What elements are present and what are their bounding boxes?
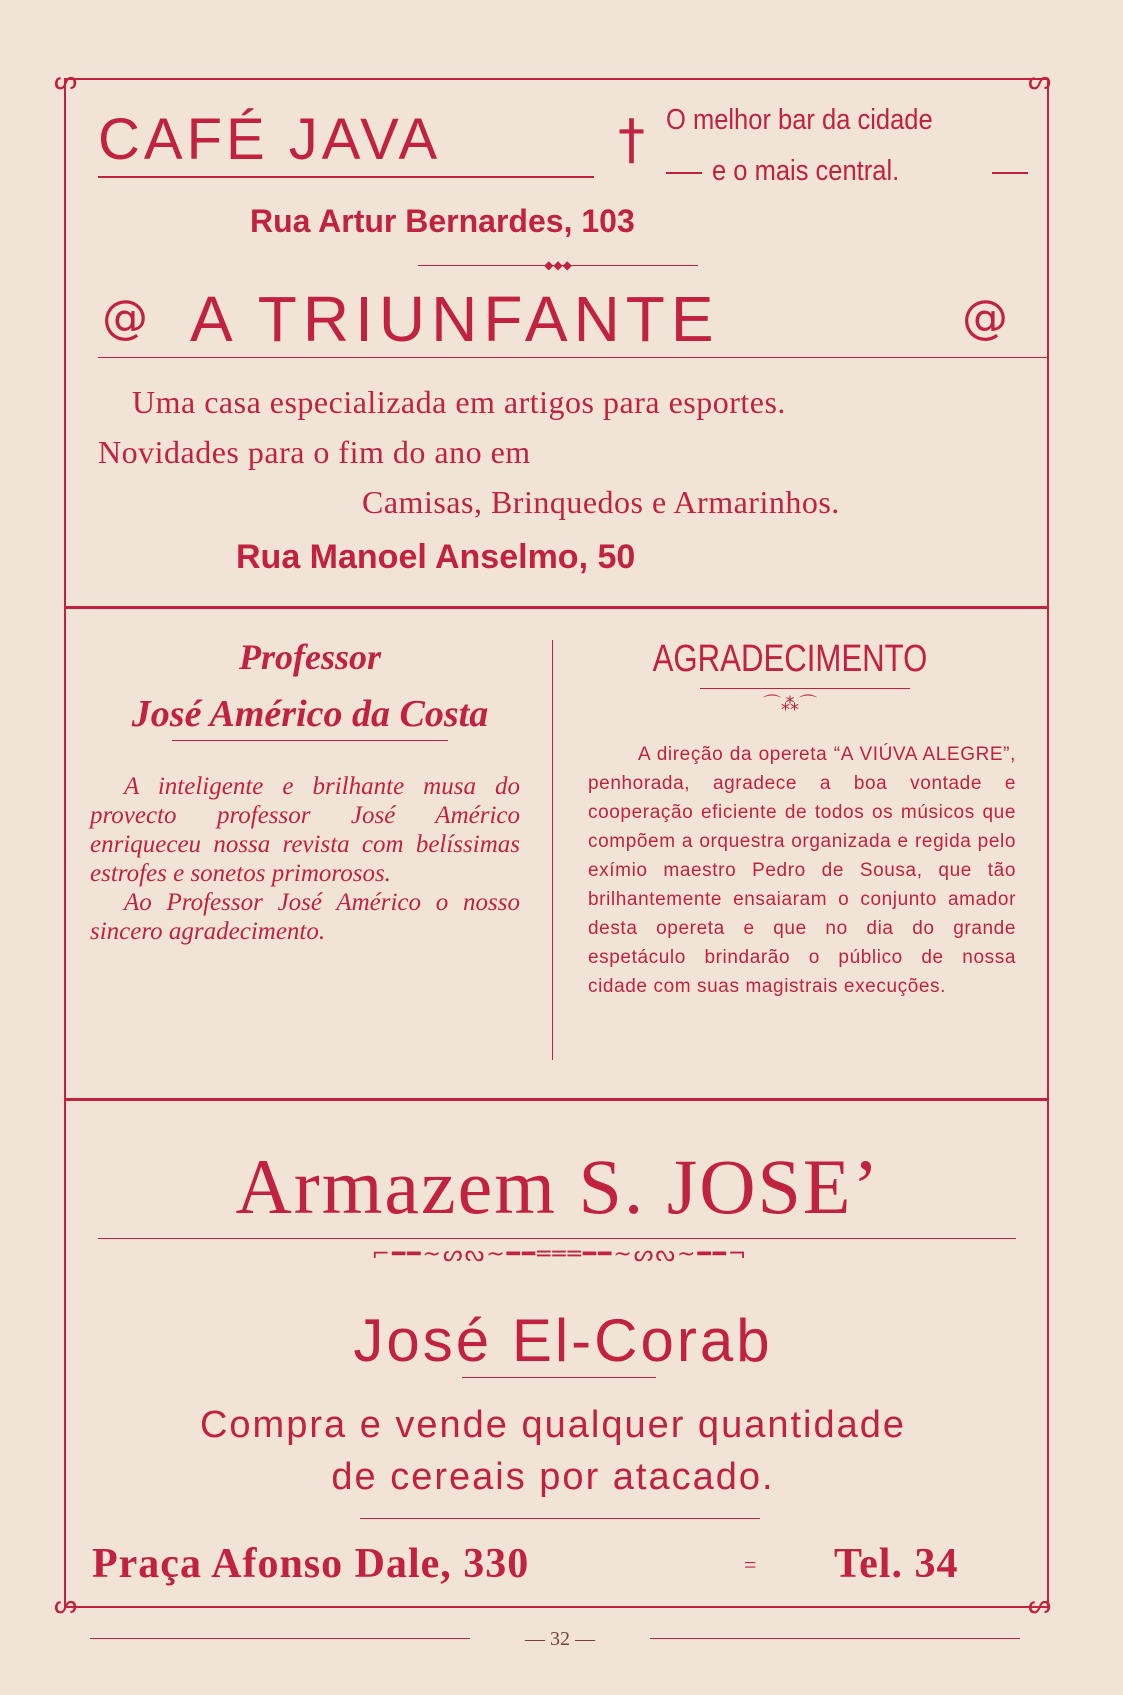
cafe-java-tagline-2: e o mais central. [712,155,900,187]
armazem-phone: Tel. 34 [834,1541,959,1587]
description-underline [360,1518,760,1519]
triunfante-line-3: Camisas, Brinquedos e Armarinhos. [362,484,840,520]
cafe-java-title: CAFÉ JAVA [98,107,442,172]
owner-name: José El-Corab [353,1307,773,1374]
corner-ornament-top-left: ᔕ [54,66,78,95]
dash-right [992,172,1028,174]
triunfante-line-1: Uma casa especializada em artigos para esportes. [132,384,786,420]
dash-left [666,172,702,174]
triunfante-line-2: Novidades para o fim do ano em [98,434,531,470]
owner-underline [462,1377,656,1378]
armazem-description-1: Compra e vende qualquer quantidade [199,1404,907,1446]
swirl-ornament-right: @ [962,290,1008,344]
corner-ornament-bottom-right: ᔕ [1028,1590,1052,1619]
section-divider-1 [64,606,1049,609]
agradecimento-title: AGRADECIMENTO [652,638,928,680]
professor-name: José Américo da Costa [131,693,489,735]
triunfante-address: Rua Manoel Anselmo, 50 [236,538,636,576]
professor-paragraph-2: Ao Professor José Américo o nosso sincero agradecimento. [90,889,520,945]
corner-ornament-top-right: ᔕ [1028,66,1052,95]
agradecimento-underline [700,688,910,689]
armazem-underline [98,1238,1016,1239]
page-number: — 32 — [525,1628,595,1650]
armazem-title: Armazem S. JOSE’ [235,1143,881,1230]
corner-ornament-bottom-left: ᔕ [54,1590,78,1619]
swirl-ornament-left: @ [102,290,148,344]
cafe-java-address: Rua Artur Bernardes, 103 [250,203,635,239]
footer-line-right [650,1638,1020,1639]
footer-line-left [90,1638,470,1639]
triunfante-underline [98,357,1048,358]
professor-paragraph-1: A inteligente e brilhante musa do provecto professor José Américo enriqueceu nossa revista com belíssimas estrofes e sonetos primorosos. [90,773,520,887]
separator-mark: = [744,1552,757,1577]
triunfante-title: A TRIUNFANTE [190,283,720,355]
column-divider [552,640,553,1060]
agradecimento-ornament: ⌒⁂⌒ [763,694,817,715]
dagger-ornament: † [618,108,645,171]
agradecimento-text: A direção da opereta “A VIÚVA ALEGRE”, penhorada, agradece a boa vontade e cooperação eficiente de todos os músicos que compõem a orquestra organizada e regida pelo exímio maestro Pedro de Sousa, que tão brilhantemente ensaiaram o conjunto amador desta opereta e que no dia do grande espetáculo brindarão o público de nossa cidade com suas magistrais execuções. [588,744,1016,997]
professor-text [90,772,520,946]
cafe-java-underline [98,176,594,178]
armazem-address: Praça Afonso Dale, 330 [92,1541,530,1587]
cafe-java-tagline-1: O melhor bar da cidade [666,104,933,136]
armazem-ornament: ⌐━━~ᔕᔓ~━━═══━━~ᔕᔓ~━━¬ [371,1242,749,1267]
professor-title: Professor [239,637,381,677]
ornament-diamond: ◆◆◆ [544,258,572,272]
armazem-description-2: de cereais por atacado. [331,1456,775,1498]
professor-underline [172,740,448,741]
section-divider-2 [64,1098,1049,1101]
